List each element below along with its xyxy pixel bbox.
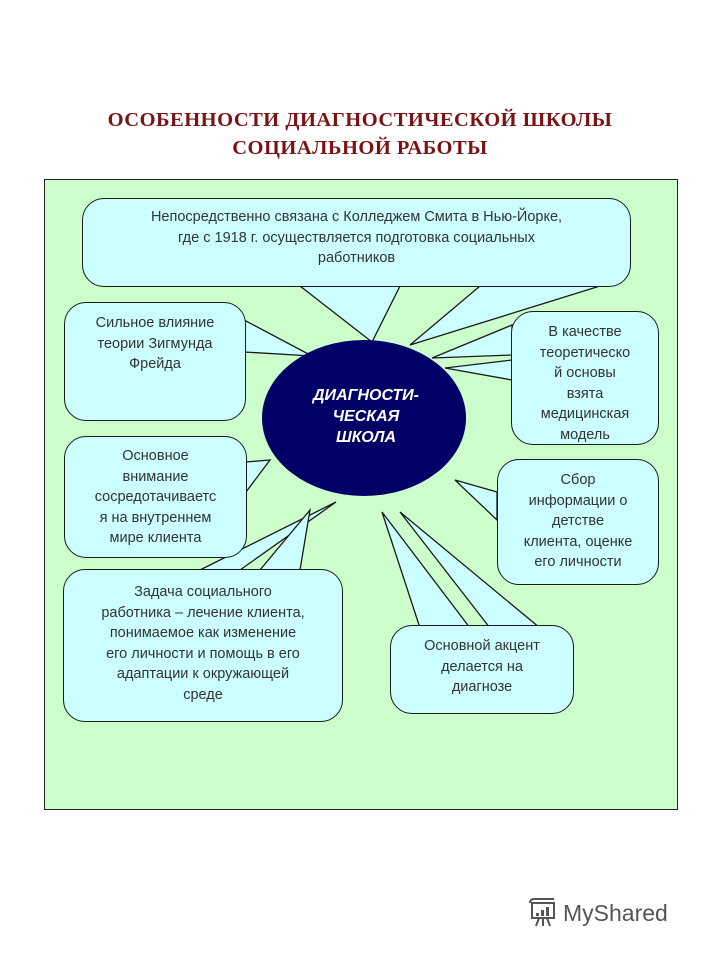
pointer-medical-2 xyxy=(445,360,512,380)
callout-college: Непосредственно связана с Колледжем Смита в Нью-Йорке, где с 1918 г. осуществляется подготовка социальных работников xyxy=(82,198,631,287)
callout-childhood: Сбор информации о детстве клиента, оценке его личности xyxy=(497,459,659,585)
pointer-college xyxy=(300,286,400,342)
pointer-inner xyxy=(246,460,270,492)
pointer-freud xyxy=(244,320,312,356)
watermark xyxy=(527,897,668,929)
pointer-childhood xyxy=(455,480,497,520)
watermark-label: MyShared xyxy=(563,899,668,926)
title-line-1: ОСОБЕННОСТИ ДИАГНОСТИЧЕСКОЙ ШКОЛЫ xyxy=(107,109,613,131)
presentation-board-icon xyxy=(527,897,559,929)
callout-medical: В качестве теоретическо й основы взята медицинская модель xyxy=(511,311,659,445)
callout-diagnosis: Основной акцент делается на диагнозе xyxy=(390,625,574,714)
callout-inner-world: Основное внимание сосредотачиваетс я на внутреннем мире клиента xyxy=(64,436,247,558)
callout-freud: Сильное влияние теории Зигмунда Фрейда xyxy=(64,302,246,421)
center-label: ДИАГНОСТИ- ЧЕСКАЯ ШКОЛА xyxy=(313,387,419,446)
title-line-2: СОЦИАЛЬНОЙ РАБОТЫ xyxy=(232,137,488,159)
callout-task: Задача социального работника – лечение клиента, понимаемое как изменение его личности и помощь в его адаптации к окружающей среде xyxy=(63,569,343,722)
